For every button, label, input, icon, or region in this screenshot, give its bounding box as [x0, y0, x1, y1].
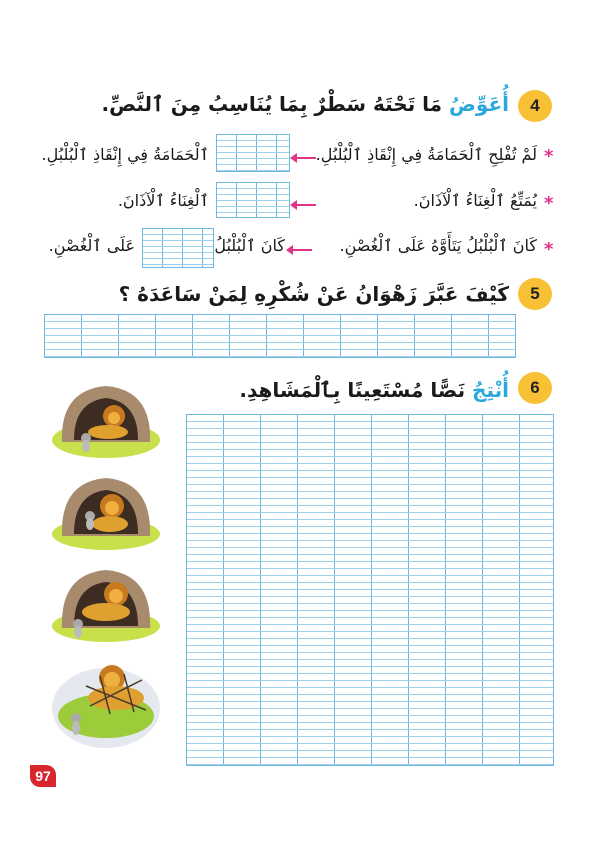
row-3-sentence: كَانَ ٱلْبُلْبُلُ يَتَأَوَّهُ عَلَى ٱلْغُصْنِ. [339, 236, 537, 255]
scene-2-lion-mouse-image [50, 472, 162, 552]
bullet-star: * [544, 146, 554, 167]
row-3-completion-start: كَانَ ٱلْبُلْبُلُ [214, 236, 285, 255]
bullet-star: * [544, 239, 554, 260]
row-3-completion-end: عَلَى ٱلْغُصْنِ. [48, 236, 135, 255]
exercise-6-instruction: نَصًّا مُسْتَعِينًا بِٱلْمَشَاهِدِ. [239, 378, 466, 402]
exercise-4-verb: أُعَوِّضُ [449, 92, 509, 116]
exercise-6-badge: 6 [518, 372, 552, 404]
row-1-arrow [296, 157, 316, 159]
row-1-sentence: لَمْ تُفْلِحِ ٱلْحَمَامَةُ فِي إِنْقَاذِ ٱلْبُلْبُلِ. [315, 145, 537, 164]
scene-3-lion-cave-image [50, 564, 162, 644]
exercise-5-badge: 5 [518, 278, 552, 310]
exercise-6-title [239, 378, 509, 402]
scene-1-lion-cave-image [50, 380, 162, 460]
row-1-answer-box[interactable] [216, 134, 290, 172]
exercise-4-title [101, 92, 509, 116]
row-2-completion: ٱلْغِنَاءُ ٱلْآذَانَ. [117, 191, 209, 210]
bullet-star: * [544, 193, 554, 214]
row-1-completion: ٱلْحَمَامَةُ فِي إِنْقَاذِ ٱلْبُلْبُلِ. [41, 145, 209, 164]
page-number: 97 [30, 765, 56, 787]
exercise-4-instruction: مَا تَحْتَهُ سَطْرٌ بِمَا يُنَاسِبُ مِنَ ٱلنَّصِّ. [101, 92, 443, 116]
row-3-arrow [292, 249, 312, 251]
exercise-6-verb: أُنْتِجُ [472, 378, 509, 402]
exercise-6-writing-area[interactable] [186, 414, 554, 766]
exercise-5-question: كَيْفَ عَبَّرَ زَهْوَانُ عَنْ شُكْرِهِ لِمَنْ سَاعَدَهُ ؟ [118, 282, 509, 306]
row-3-answer-box[interactable] [142, 228, 214, 268]
row-2-arrow [296, 204, 316, 206]
scene-4-lion-net-image [50, 656, 162, 748]
exercise-4-badge: 4 [518, 90, 552, 122]
row-2-sentence: يُمَتِّعُ ٱلْغِنَاءُ ٱلْآذَانَ. [413, 191, 537, 210]
row-2-answer-box[interactable] [216, 182, 290, 218]
exercise-5-answer-lines[interactable] [44, 314, 516, 358]
